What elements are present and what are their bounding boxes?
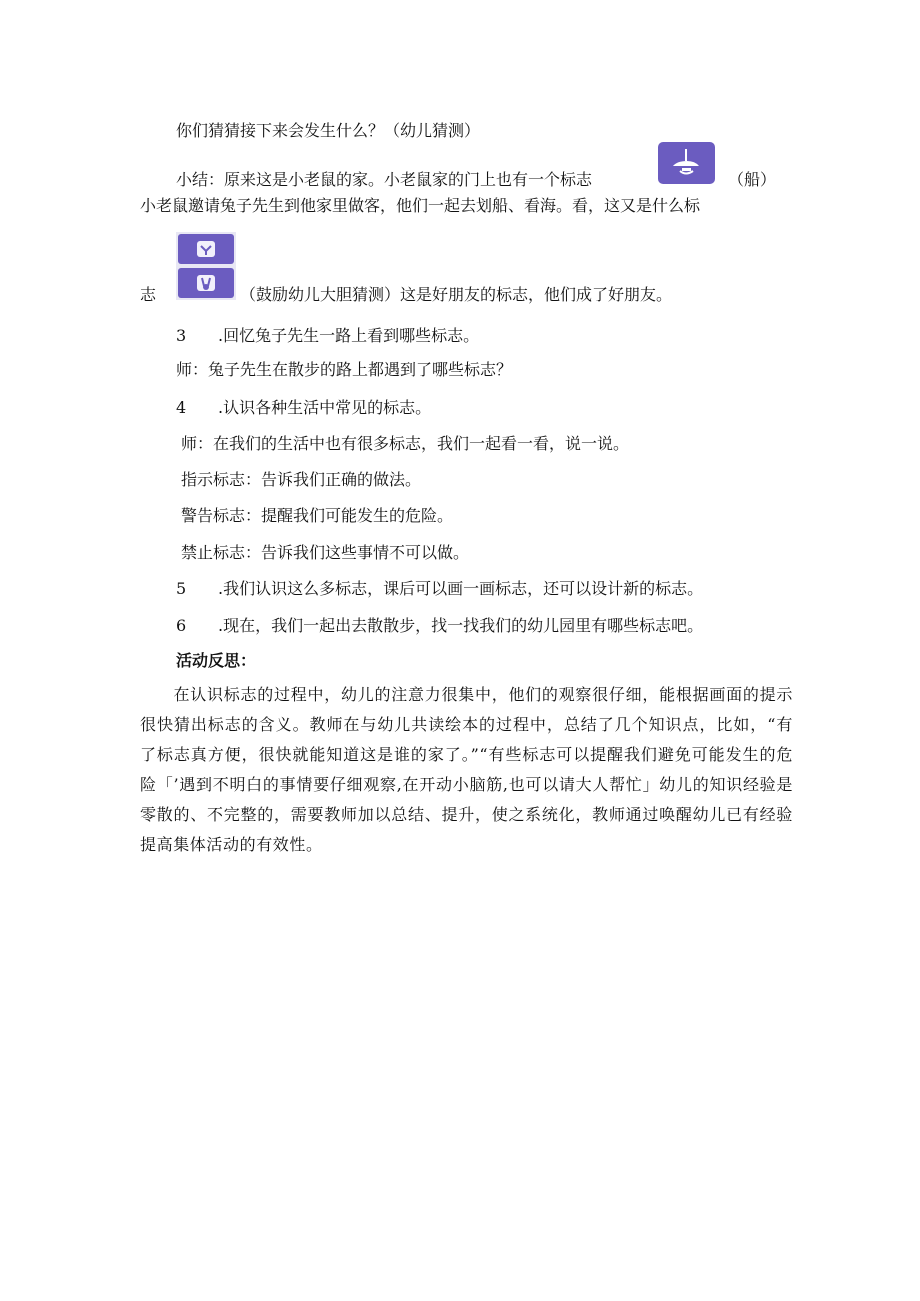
step-6-text: .现在，我们一起出去散散步，找一找我们的幼儿园里有哪些标志吧。 — [218, 616, 704, 635]
zhi-char: 志 — [140, 285, 157, 304]
invite-line: 小老鼠邀请兔子先生到他家里做客，他们一起去划船、看海。看，这又是什么标 — [140, 196, 701, 215]
step-3-number: 3 — [176, 326, 187, 345]
step-3 — [176, 326, 479, 346]
boat-sign-icon — [657, 141, 716, 185]
sign-direction: 指示标志：告诉我们正确的做法。 — [181, 470, 422, 489]
teacher-question-2: 师：在我们的生活中也有很多标志，我们一起看一看，说一说。 — [181, 434, 630, 453]
friends-sign-icon — [176, 232, 236, 300]
sign-warning: 警告标志：提醒我们可能发生的危险。 — [181, 506, 454, 525]
step-4-text: .认识各种生活中常见的标志。 — [218, 398, 432, 417]
teacher-question-1: 师：兔子先生在散步的路上都遇到了哪些标志？ — [176, 360, 513, 379]
step-4-number: 4 — [176, 398, 187, 417]
step-3-text: .回忆兔子先生一路上看到哪些标志。 — [218, 326, 480, 345]
boat-label: （船） — [728, 170, 777, 189]
reflection-heading: 活动反思： — [176, 651, 257, 670]
guess-prompt: 你们猜猜接下来会发生什么？（幼儿猜测） — [176, 121, 481, 140]
step-5-number: 5 — [176, 579, 187, 598]
step-5-text: .我们认识这么多标志，课后可以画一画标志，还可以设计新的标志。 — [218, 579, 704, 598]
reflection-body: 在认识标志的过程中，幼儿的注意力很集中，他们的观察很仔细，能根据画面的提示很快猜出标志的含义。教师在与幼儿共读绘本的过程中，总结了几个知识点，比如，“有了标志真方便，很快就能知道这是谁的家了。”“有些标志可以提醒我们避免可能发生的危险「’遇到不明白的事情要仔细观察,在开动小脑筋,也可以请大人帮忙」幼儿的知识经验是零散的、不完整的，需要教师加以总结、提升，使之系统化，教师通过唤醒幼儿已有经验提高集体活动的有效性。 — [140, 685, 793, 854]
sign-prohibit: 禁止标志：告诉我们这些事情不可以做。 — [181, 543, 470, 562]
friends-line: （鼓励幼儿大胆猜测）这是好朋友的标志，他们成了好朋友。 — [240, 285, 673, 304]
step-6 — [176, 616, 703, 636]
step-6-number: 6 — [176, 616, 187, 635]
step-5 — [176, 579, 703, 599]
summary-line: 小结：原来这是小老鼠的家。小老鼠家的门上也有一个标志 — [176, 170, 593, 189]
step-4 — [176, 398, 431, 418]
